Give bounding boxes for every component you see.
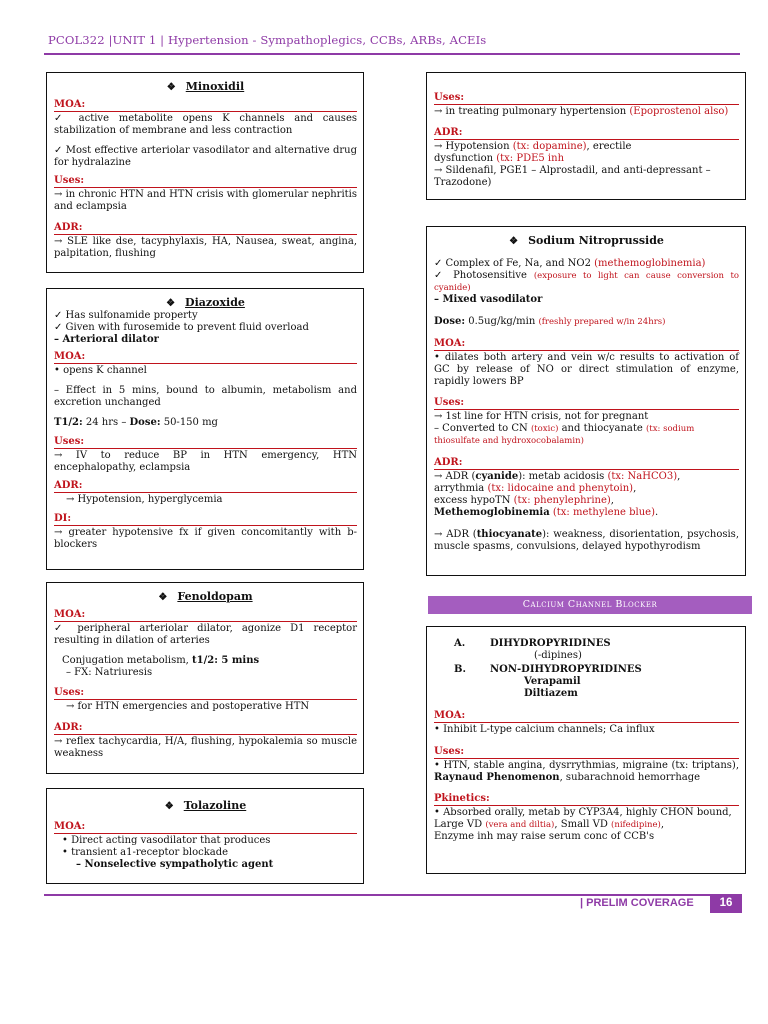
diazoxide-moa-1: • opens K channel xyxy=(54,365,147,376)
fenoldopam-title: ❖ Fenoldopam xyxy=(158,590,253,603)
footer-label: | PRELIM COVERAGE xyxy=(580,897,694,909)
diamond-bullet-icon: ❖ xyxy=(509,236,519,247)
cont-adr-1: → Hypotension (tx: dopamine), erectile xyxy=(434,141,632,152)
tolazoline-box xyxy=(46,788,364,884)
cont-adr-label: ADR: xyxy=(434,127,739,140)
diazoxide-uses-1: → IV to reduce BP in HTN emergency, HTN encephalopathy, eclampsia xyxy=(54,450,357,473)
cont-adr-2: dysfunction (tx: PDE5 inh xyxy=(434,153,565,164)
cont-uses-1: → in treating pulmonary hypertension (Epoprostenol also) xyxy=(434,106,729,117)
diamond-bullet-icon: ❖ xyxy=(158,592,168,603)
tolazoline-moa-3: – Nonselective sympatholytic agent xyxy=(76,859,274,870)
ccb-pkinetics-label: Pkinetics: xyxy=(434,793,739,806)
ccb-class-b-sub-2: Diltiazem xyxy=(524,688,578,699)
nitroprusside-uses-1: → 1st line for HTN crisis, not for pregnant xyxy=(434,411,649,422)
nitroprusside-dose: Dose: 0.5ug/kg/min (freshly prepared w/in 24hrs) xyxy=(434,316,666,327)
minoxidil-moa-1: ✓ active metabolite opens K channels and causes stabilization of membrane and less contraction xyxy=(54,113,357,136)
ccb-uses-1: • HTN, stable angina, dysrrythmias, migraine (tx: triptans), Raynaud Phenomenon, subarachnoid hemorrhage xyxy=(434,760,739,783)
ccb-moa-1: • Inhibit L-type calcium channels; Ca influx xyxy=(434,724,655,735)
tolazoline-moa-2: • transient a1-receptor blockade xyxy=(62,847,229,858)
fenoldopam-moa-3: – FX: Natriuresis xyxy=(66,667,153,678)
page-header-title: PCOL322 |UNIT 1 | Hypertension - Sympathoplegics, CCBs, ARBs, ACEIs xyxy=(48,33,487,47)
minoxidil-uses-1: → in chronic HTN and HTN crisis with glomerular nephritis and eclampsia xyxy=(54,189,357,212)
diazoxide-moa-label: MOA: xyxy=(54,351,357,364)
fenoldopam-box xyxy=(46,582,364,774)
nitroprusside-line-3: – Mixed vasodilator xyxy=(434,294,543,305)
diazoxide-line-1: ✓ Has sulfonamide property xyxy=(54,310,198,321)
minoxidil-adr-label: ADR: xyxy=(54,222,357,235)
diazoxide-adr-label: ADR: xyxy=(54,480,357,493)
diamond-bullet-icon: ❖ xyxy=(166,82,176,93)
ccb-pk-3: Enzyme inh may raise serum conc of CCB's xyxy=(434,831,655,842)
nitroprusside-moa-1: • dilates both artery and vein w/c results to activation of GC by release of NO or direct stimulation of enzyme, rapidly lowers BP xyxy=(434,352,739,387)
tolazoline-moa-1: • Direct acting vasodilator that produces xyxy=(62,835,271,846)
nitroprusside-line-2: ✓ Photosensitive (exposure to light can cause conversion to cyanide) xyxy=(434,270,740,293)
tolazoline-title: ❖ Tolazoline xyxy=(164,799,247,812)
ccb-pk-2: Large VD (vera and diltia), Small VD (nifedipine), xyxy=(434,819,665,830)
header-divider xyxy=(44,53,740,55)
cont-uses-label: Uses: xyxy=(434,92,739,105)
diazoxide-adr-1: → Hypotension, hyperglycemia xyxy=(66,494,223,505)
nitroprusside-adr-label: ADR: xyxy=(434,457,739,470)
minoxidil-moa-2: ✓ Most effective arteriolar vasodilator and alternative drug for hydralazine xyxy=(54,145,357,168)
ccb-moa-label: MOA: xyxy=(434,710,739,723)
minoxidil-title: ❖ Minoxidil xyxy=(166,80,245,93)
tolazoline-moa-label: MOA: xyxy=(54,821,357,834)
fenoldopam-uses-1: → for HTN emergencies and postoperative HTN xyxy=(66,701,310,712)
nitroprusside-adr-5: → ADR (thiocyanate): weakness, disorientation, psychosis, muscle spasms, convulsions, delayed hypothyrodism xyxy=(434,529,739,552)
fenoldopam-adr-label: ADR: xyxy=(54,722,357,735)
diazoxide-title: ❖ Diazoxide xyxy=(166,296,245,309)
nitroprusside-box xyxy=(426,226,746,576)
tolazoline-continued-box xyxy=(426,72,746,200)
ccb-class-b: B. NON-DIHYDROPYRIDINES xyxy=(454,664,642,675)
minoxidil-box xyxy=(46,72,364,273)
nitroprusside-adr-4: Methemoglobinemia (tx: methylene blue). xyxy=(434,507,659,518)
nitroprusside-title: ❖ Sodium Nitroprusside xyxy=(509,234,664,247)
minoxidil-moa-label: MOA: xyxy=(54,99,357,112)
diazoxide-line-3: – Arterioral dilator xyxy=(54,334,159,345)
nitroprusside-adr-1: → ADR (cyanide): metab acidosis (tx: NaHCO3), xyxy=(434,471,681,482)
diazoxide-box xyxy=(46,288,364,570)
fenoldopam-adr-1: → reflex tachycardia, H/A, flushing, hypokalemia so muscle weakness xyxy=(54,736,357,759)
nitroprusside-adr-2: arrythmia (tx: lidocaine and phenytoin), xyxy=(434,483,637,494)
minoxidil-adr-1: → SLE like dse, tacyphylaxis, HA, Nausea, sweat, angina, palpitation, flushing xyxy=(54,236,357,259)
diamond-bullet-icon: ❖ xyxy=(164,801,174,812)
diazoxide-moa-2: – Effect in 5 mins, bound to albumin, metabolism and excretion unchanged xyxy=(54,385,357,408)
nitroprusside-uses-label: Uses: xyxy=(434,397,739,410)
nitroprusside-line-1: ✓ Complex of Fe, Na, and NO2 (methemoglobinemia) xyxy=(434,258,706,269)
fenoldopam-uses-label: Uses: xyxy=(54,687,357,700)
fenoldopam-moa-2: Conjugation metabolism, t1/2: 5 mins xyxy=(62,655,260,666)
fenoldopam-moa-1: ✓ peripheral arteriolar dilator, agonize D1 receptor resulting in dilation of arteries xyxy=(54,623,357,646)
ccb-pk-1: • Absorbed orally, metab by CYP3A4, highly CHON bound, xyxy=(434,807,732,818)
ccb-class-b-sub-1: Verapamil xyxy=(524,676,581,687)
diazoxide-di-label: DI: xyxy=(54,513,357,526)
ccb-section-banner: Calcium Channel Blocker xyxy=(428,596,752,614)
nitroprusside-moa-label: MOA: xyxy=(434,338,739,351)
diazoxide-uses-label: Uses: xyxy=(54,436,357,449)
fenoldopam-moa-label: MOA: xyxy=(54,609,357,622)
diazoxide-di-1: → greater hypotensive fx if given concomitantly with b-blockers xyxy=(54,527,357,550)
diazoxide-line-2: ✓ Given with furosemide to prevent fluid overload xyxy=(54,322,309,333)
minoxidil-uses-label: Uses: xyxy=(54,175,357,188)
diamond-bullet-icon: ❖ xyxy=(166,298,176,309)
cont-adr-3: → Sildenafil, PGE1 – Alprostadil, and anti-depressant – Trazodone) xyxy=(434,165,711,188)
ccb-class-a-sub: (-dipines) xyxy=(534,650,582,661)
ccb-uses-label: Uses: xyxy=(434,746,739,759)
nitroprusside-adr-3: excess hypoTN (tx: phenylephrine), xyxy=(434,495,614,506)
nitroprusside-uses-2: – Converted to CN (toxic) and thiocyanate (tx: sodium thiosulfate and hydroxocobalamin) xyxy=(434,423,695,446)
diazoxide-half-life-dose: T1/2: 24 hrs – Dose: 50-150 mg xyxy=(54,417,218,428)
ccb-box xyxy=(426,626,746,874)
page-number: 16 xyxy=(710,894,742,913)
ccb-class-a: A. DIHYDROPYRIDINES xyxy=(454,638,611,649)
footer-divider xyxy=(44,894,710,896)
